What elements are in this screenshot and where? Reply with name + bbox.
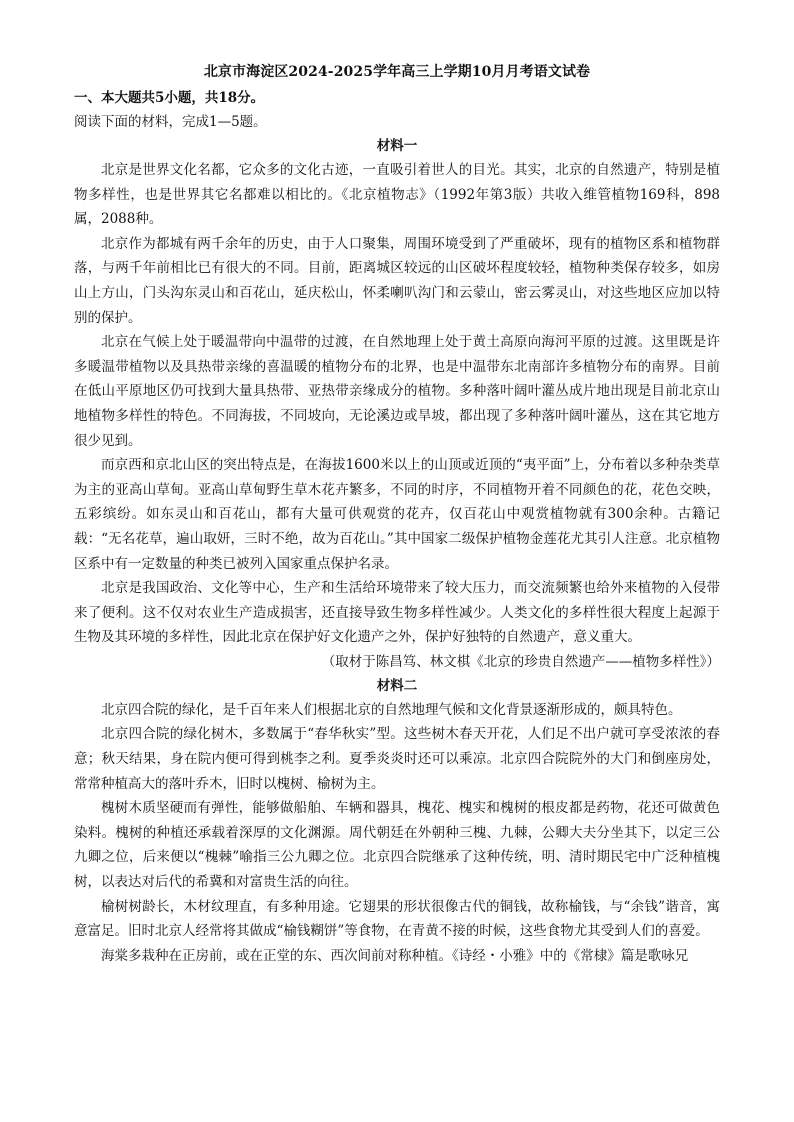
material-one-paragraph: 北京是世界文化名都，它众多的文化古迹，一直吸引着世人的目光。其实，北京的自然遗产，特别是植物多样性，也是世界其它名都难以相比的。《北京植物志》（1992年第3版）共收入维管植物169科，898属，2088种。 (74, 162, 720, 228)
material-two-paragraph: 北京四合院的绿化树木，多数属于“春华秋实”型。这些树木春天开花，人们足不出户就可享受浓浓的春意；秋天结果，身在院内便可得到桃李之利。夏季炎炎时还可以乘凉。北京四合院院外的大门和倒座房处，常常种植高大的落叶乔木，旧时以槐树、榆树为主。 (74, 726, 720, 792)
material-one-title: 材料一 (376, 138, 418, 154)
section-heading: 一、本大题共5小题，共18分。 (74, 90, 265, 106)
exam-title: 北京市海淀区2024-2025学年高三上学期10月月考语文试卷 (203, 64, 591, 80)
material-two-title: 材料二 (376, 677, 418, 694)
material-one-paragraph: 北京在气候上处于暖温带向中温带的过渡，在自然地理上处于黄土高原向海河平原的过渡。这里既是许多暖温带植物以及具热带亲缘的喜温暖的植物分布的北界，也是中温带东北南部许多植物分布的南界。目前在低山平原地区仍可找到大量具热带、亚热带亲缘成分的植物。多种落叶阔叶灌丛成片地出现是目前北京山地植物多样性的特色。不同海拔，不同坡向，无论溪边或旱坡，都出现了多种落叶阔叶灌丛，这在其它地方很少见到。 (74, 334, 720, 449)
material-one-paragraph: 而京西和京北山区的突出特点是，在海拔1600米以上的山顶或近顶的“夷平面”上，分布着以多种杂类草为主的亚高山草甸。亚高山草甸野生草木花卉繁多，不同的时序，不同植物开着不同颜色的花，花色交映，五彩缤纷。如东灵山和百花山，都有大量可供观赏的花卉，仅百花山中观赏植物就有300余种。古籍记载：“无名花草，遍山取妍，三时不绝，故为百花山。”其中国家二级保护植物金莲花尤其引人注意。北京植物区系中有一定数量的种类已被列入国家重点保护名录。 (74, 457, 720, 572)
material-one-paragraph: 北京是我国政治、文化等中心，生产和生活给环境带来了较大压力，而交流频繁也给外来植物的入侵带来了便利。这不仅对农业生产造成损害，还直接导致生物多样性减少。人类文化的多样性很大程度上起源于生物及其环境的多样性，因此北京在保护好文化遗产之外，保护好独特的自然遗产，意义重大。 (74, 580, 720, 646)
reading-instruction: 阅读下面的材料，完成1—5题。 (74, 114, 267, 130)
material-one-paragraph: 北京作为都城有两千余年的历史，由于人口聚集，周围环境受到了严重破坏，现有的植物区系和植物群落，与两千年前相比已有很大的不同。目前，距离城区较远的山区破坏程度较轻，植物种类保存较多，如房山上方山，门头沟东灵山和百花山，延庆松山，怀柔喇叭沟门和云蒙山，密云雾灵山，对这些地区应加以特别的保护。 (74, 235, 720, 326)
exam-page (74, 62, 720, 968)
material-one-source: （取材于陈昌笃、林文棋《北京的珍贵自然遗产——植物多样性》） (321, 653, 720, 670)
material-two-paragraph: 槐树木质坚硬而有弹性，能够做船舶、车辆和器具，槐花、槐实和槐树的根皮都是药物，花还可做黄色染料。槐树的种植还承载着深厚的文化渊源。周代朝廷在外朝种三槐、九棘，公卿大夫分坐其下，以定三公九卿之位，后来便以“槐棘”喻指三公九卿之位。北京四合院继承了这种传统，明、清时期民宅中广泛种植槐树，以表达对后代的希冀和对富贵生活的向往。 (74, 800, 720, 891)
material-two-paragraph: 榆树树龄长，木材纹理直，有多种用途。它翅果的形状很像古代的铜钱，故称榆钱，与“余钱”谐音，寓意富足。旧时北京人经常将其做成“榆钱糊饼”等食物，在青黄不接的时候，这些食物尤其受到人们的喜爱。 (74, 898, 720, 940)
material-two-paragraph: 北京四合院的绿化，是千百年来人们根据北京的自然地理气候和文化背景逐渐形成的，颇具特色。 (101, 701, 682, 718)
material-two-paragraph: 海棠多栽种在正房前，或在正堂的东、西次间前对称种植。《诗经・小雅》中的《常棣》篇是歌咏兄 (101, 947, 689, 964)
